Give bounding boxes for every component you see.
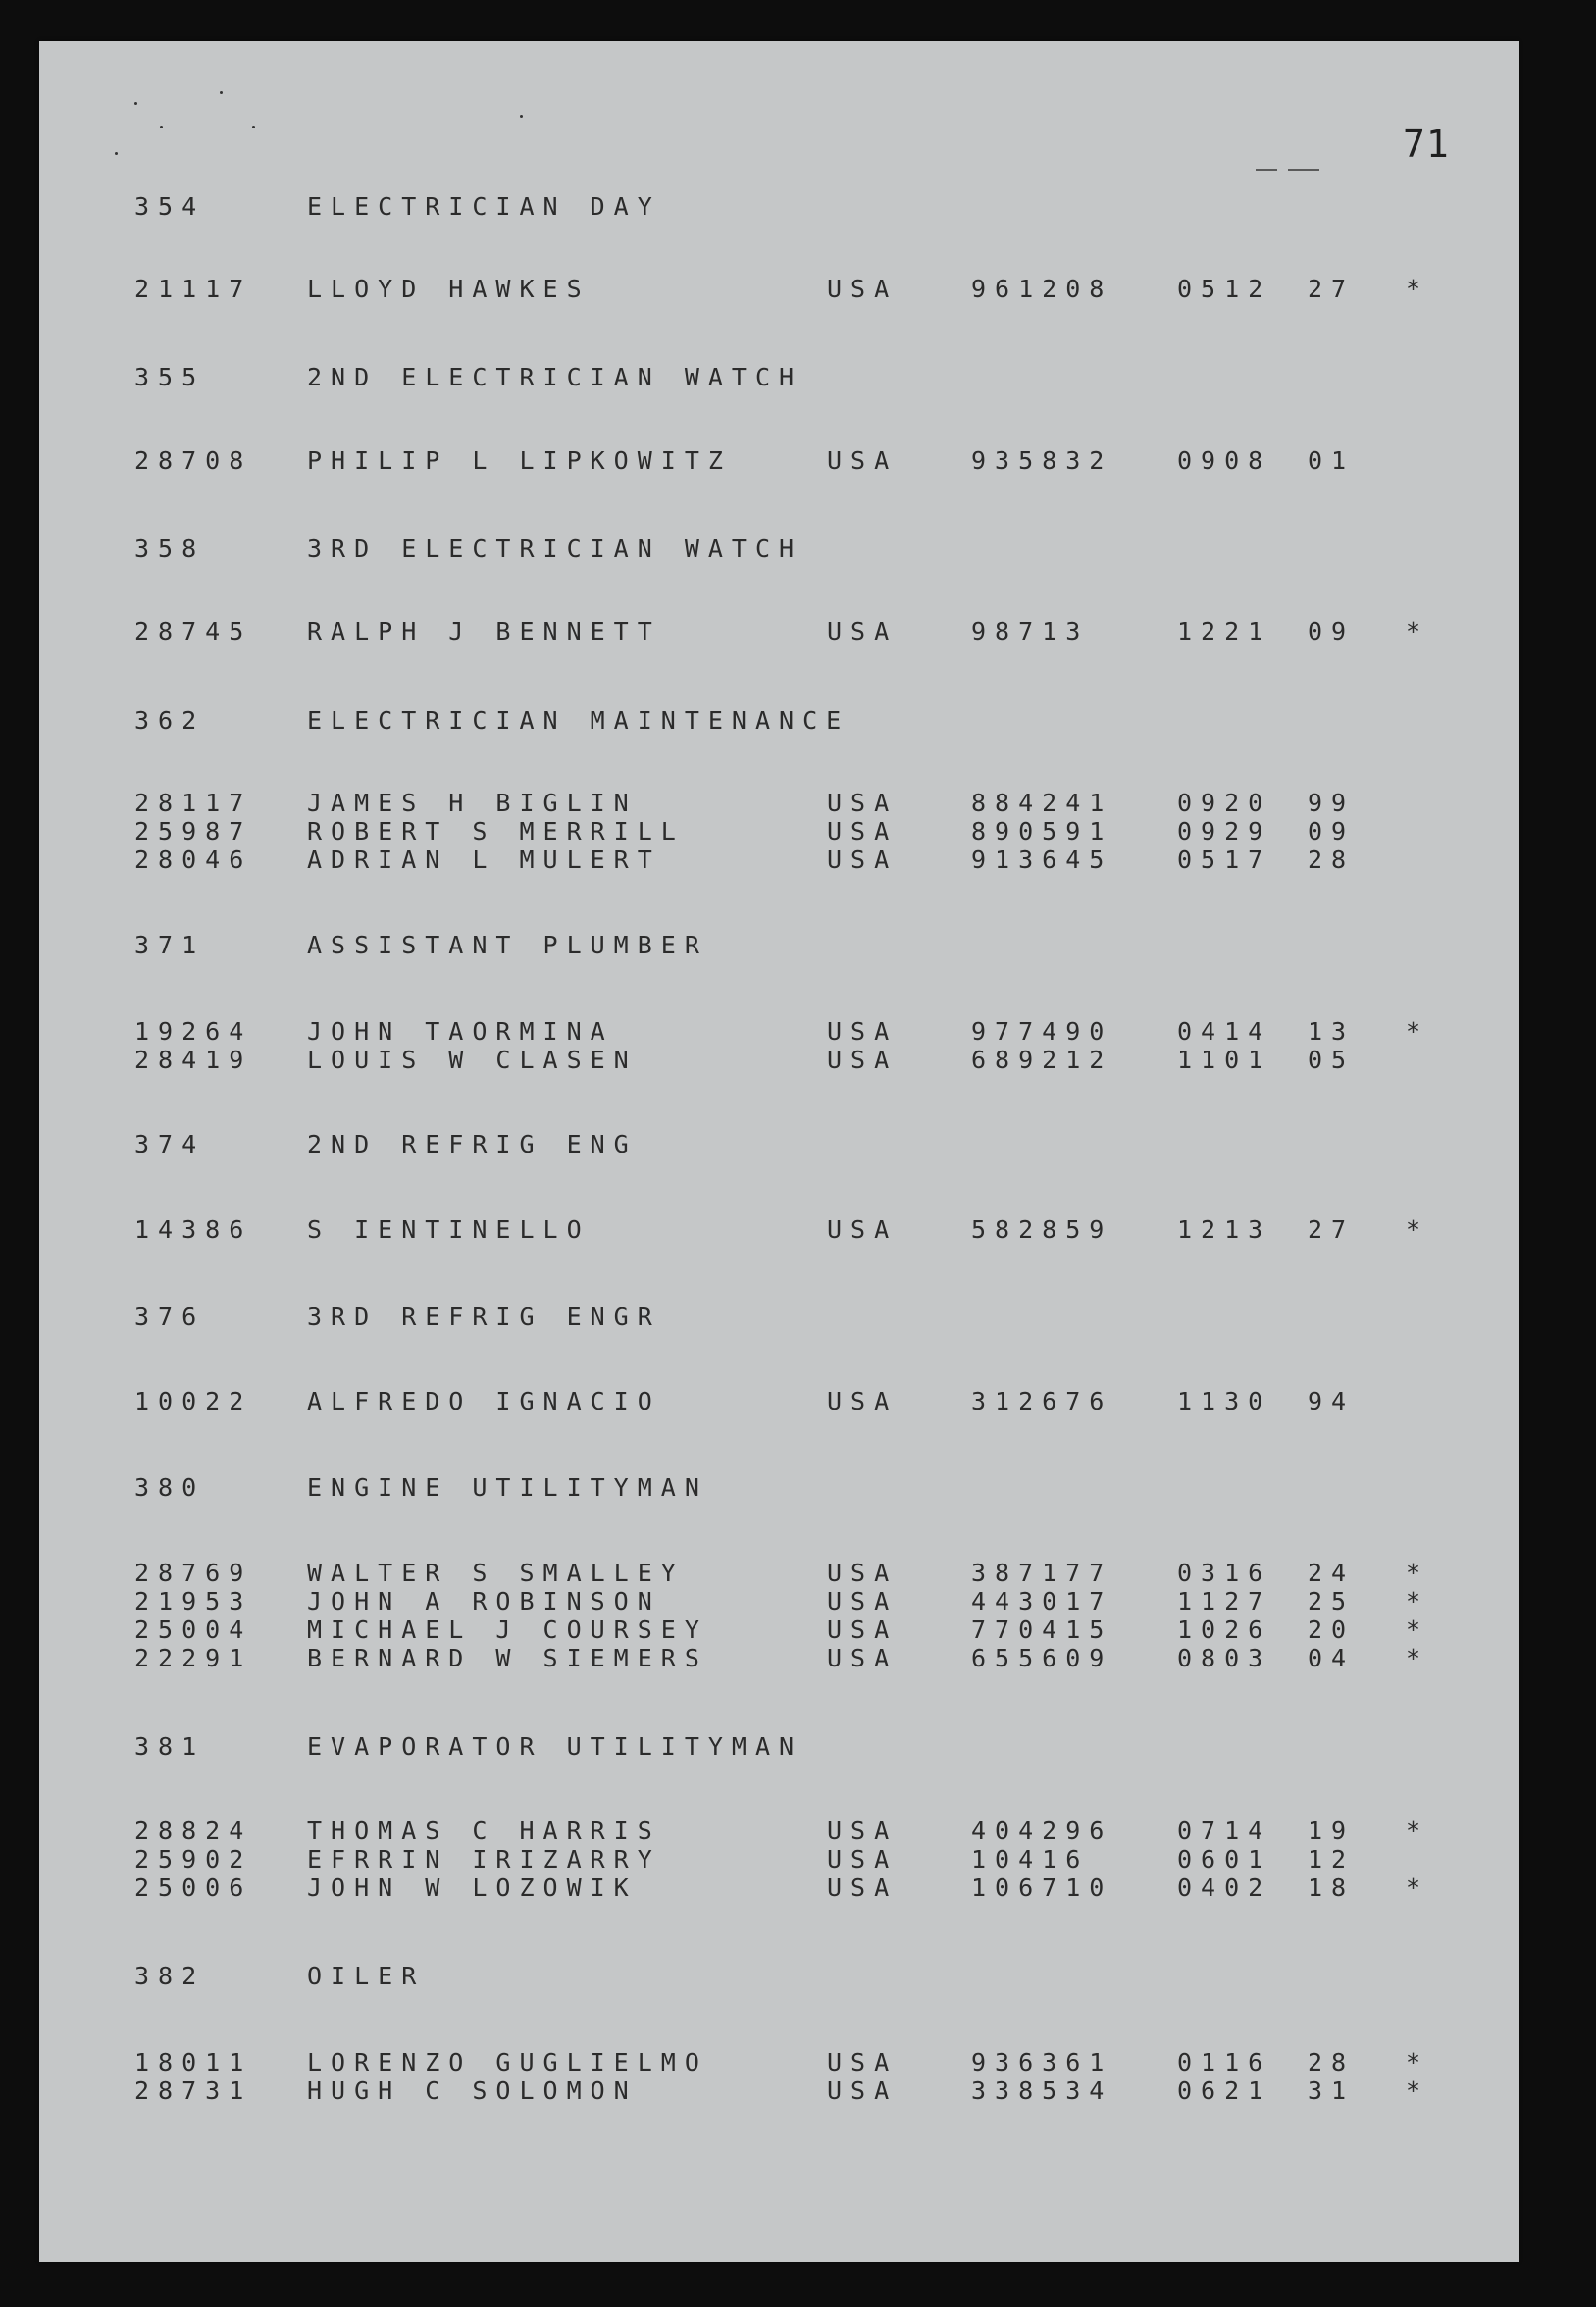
crew-number: 770415	[971, 1615, 1113, 1644]
crew-name: LOUIS W CLASEN	[307, 1046, 638, 1074]
asterisk-mark: *	[1406, 1017, 1421, 1046]
crew-row	[0, 1388, 1596, 1415]
crew-number: 913645	[971, 846, 1113, 874]
section-header	[0, 1474, 1596, 1502]
crew-name: JOHN W LOZOWIK	[307, 1873, 638, 1902]
crew-id: 28046	[134, 846, 253, 874]
page-number: 71	[1403, 123, 1450, 166]
crew-row	[0, 447, 1596, 475]
crew-id: 28769	[134, 1559, 253, 1587]
crew-name: PHILIP L LIPKOWITZ	[307, 446, 732, 475]
crew-date: 0714	[1177, 1817, 1272, 1845]
crew-nationality: USA	[827, 2076, 899, 2105]
crew-name: S IENTINELLO	[307, 1215, 591, 1244]
crew-name: THOMAS C HARRIS	[307, 1817, 661, 1845]
crew-name: LORENZO GUGLIELMO	[307, 2048, 708, 2076]
crew-number: 338534	[971, 2076, 1113, 2105]
crew-row	[0, 790, 1596, 817]
crew-nationality: USA	[827, 1845, 899, 1873]
crew-name: JOHN A ROBINSON	[307, 1587, 661, 1615]
section-code: 354	[134, 192, 206, 221]
crew-number: 10416	[971, 1845, 1090, 1873]
section-code: 381	[134, 1732, 206, 1761]
crew-nationality: USA	[827, 275, 899, 303]
crew-code: 27	[1308, 275, 1356, 303]
section-title: ASSISTANT PLUMBER	[307, 931, 708, 959]
section-title: OILER	[307, 1962, 426, 1990]
crew-nationality: USA	[827, 446, 899, 475]
asterisk-mark: *	[1406, 1215, 1421, 1244]
asterisk-mark: *	[1406, 2048, 1421, 2076]
crew-id: 22291	[134, 1644, 253, 1672]
crew-nationality: USA	[827, 1873, 899, 1902]
crew-code: 94	[1308, 1387, 1356, 1415]
crew-code: 31	[1308, 2076, 1356, 2105]
crew-row	[0, 1874, 1596, 1902]
section-header	[0, 1131, 1596, 1158]
crew-nationality: USA	[827, 1615, 899, 1644]
crew-date: 0929	[1177, 817, 1272, 846]
section-title: 3RD ELECTRICIAN WATCH	[307, 535, 803, 563]
crew-id: 18011	[134, 2048, 253, 2076]
stray-mark	[1256, 169, 1277, 171]
crew-row	[0, 1645, 1596, 1672]
crew-number: 936361	[971, 2048, 1113, 2076]
section-header	[0, 536, 1596, 563]
crew-row	[0, 618, 1596, 645]
crew-number: 582859	[971, 1215, 1113, 1244]
section-title: 2ND ELECTRICIAN WATCH	[307, 363, 803, 391]
section-title: ENGINE UTILITYMAN	[307, 1473, 708, 1502]
section-code: 374	[134, 1130, 206, 1158]
crew-nationality: USA	[827, 1817, 899, 1845]
section-header	[0, 932, 1596, 959]
crew-number: 689212	[971, 1046, 1113, 1074]
crew-code: 18	[1308, 1873, 1356, 1902]
crew-code: 99	[1308, 789, 1356, 817]
section-code: 362	[134, 706, 206, 735]
section-code: 382	[134, 1962, 206, 1990]
crew-code: 25	[1308, 1587, 1356, 1615]
crew-id: 25004	[134, 1615, 253, 1644]
crew-date: 0920	[1177, 789, 1272, 817]
stray-mark	[1288, 169, 1319, 171]
crew-row	[0, 1018, 1596, 1046]
asterisk-mark: *	[1406, 275, 1421, 303]
crew-nationality: USA	[827, 817, 899, 846]
crew-id: 21117	[134, 275, 253, 303]
section-title: 3RD REFRIG ENGR	[307, 1303, 661, 1331]
section-header	[0, 1304, 1596, 1331]
crew-row	[0, 1560, 1596, 1587]
section-header	[0, 364, 1596, 391]
crew-name: WALTER S SMALLEY	[307, 1559, 685, 1587]
crew-number: 890591	[971, 817, 1113, 846]
crew-row	[0, 2049, 1596, 2076]
crew-number: 312676	[971, 1387, 1113, 1415]
crew-row	[0, 276, 1596, 303]
asterisk-mark: *	[1406, 1817, 1421, 1845]
section-header	[0, 1963, 1596, 1990]
section-code: 376	[134, 1303, 206, 1331]
asterisk-mark: *	[1406, 1559, 1421, 1587]
crew-name: LLOYD HAWKES	[307, 275, 591, 303]
asterisk-mark: *	[1406, 1873, 1421, 1902]
crew-code: 01	[1308, 446, 1356, 475]
crew-nationality: USA	[827, 789, 899, 817]
crew-nationality: USA	[827, 1387, 899, 1415]
crew-nationality: USA	[827, 1046, 899, 1074]
crew-date: 0908	[1177, 446, 1272, 475]
section-header	[0, 707, 1596, 735]
crew-name: HUGH C SOLOMON	[307, 2076, 638, 2105]
section-title: ELECTRICIAN DAY	[307, 192, 661, 221]
section-code: 355	[134, 363, 206, 391]
crew-code: 24	[1308, 1559, 1356, 1587]
asterisk-mark: *	[1406, 617, 1421, 645]
crew-number: 106710	[971, 1873, 1113, 1902]
crew-id: 10022	[134, 1387, 253, 1415]
crew-row	[0, 1216, 1596, 1244]
asterisk-mark: *	[1406, 1644, 1421, 1672]
crew-id: 28824	[134, 1817, 253, 1845]
crew-date: 1101	[1177, 1046, 1272, 1074]
crew-date: 1127	[1177, 1587, 1272, 1615]
crew-date: 0621	[1177, 2076, 1272, 2105]
crew-number: 961208	[971, 275, 1113, 303]
crew-nationality: USA	[827, 617, 899, 645]
section-header	[0, 1733, 1596, 1761]
crew-number: 98713	[971, 617, 1090, 645]
section-code: 380	[134, 1473, 206, 1502]
section-code: 371	[134, 931, 206, 959]
crew-number: 977490	[971, 1017, 1113, 1046]
crew-nationality: USA	[827, 1644, 899, 1672]
crew-number: 935832	[971, 446, 1113, 475]
crew-row	[0, 818, 1596, 846]
crew-nationality: USA	[827, 2048, 899, 2076]
crew-code: 13	[1308, 1017, 1356, 1046]
crew-id: 28745	[134, 617, 253, 645]
crew-date: 0402	[1177, 1873, 1272, 1902]
section-title: EVAPORATOR UTILITYMAN	[307, 1732, 803, 1761]
crew-number: 655609	[971, 1644, 1113, 1672]
crew-code: 09	[1308, 617, 1356, 645]
asterisk-mark: *	[1406, 1587, 1421, 1615]
crew-nationality: USA	[827, 846, 899, 874]
crew-code: 09	[1308, 817, 1356, 846]
crew-nationality: USA	[827, 1587, 899, 1615]
crew-code: 28	[1308, 2048, 1356, 2076]
crew-id: 28708	[134, 446, 253, 475]
crew-row	[0, 1846, 1596, 1873]
crew-nationality: USA	[827, 1017, 899, 1046]
crew-code: 19	[1308, 1817, 1356, 1845]
crew-nationality: USA	[827, 1215, 899, 1244]
crew-number: 387177	[971, 1559, 1113, 1587]
crew-name: JOHN TAORMINA	[307, 1017, 614, 1046]
crew-name: EFRRIN IRIZARRY	[307, 1845, 661, 1873]
crew-name: RALPH J BENNETT	[307, 617, 661, 645]
crew-date: 0517	[1177, 846, 1272, 874]
crew-nationality: USA	[827, 1559, 899, 1587]
crew-name: JAMES H BIGLIN	[307, 789, 638, 817]
crew-date: 0116	[1177, 2048, 1272, 2076]
crew-date: 0316	[1177, 1559, 1272, 1587]
crew-name: BERNARD W SIEMERS	[307, 1644, 708, 1672]
section-title: ELECTRICIAN MAINTENANCE	[307, 706, 850, 735]
crew-name: MICHAEL J COURSEY	[307, 1615, 708, 1644]
crew-date: 1026	[1177, 1615, 1272, 1644]
crew-row	[0, 1616, 1596, 1644]
section-code: 358	[134, 535, 206, 563]
crew-id: 25902	[134, 1845, 253, 1873]
crew-code: 12	[1308, 1845, 1356, 1873]
crew-date: 0512	[1177, 275, 1272, 303]
crew-name: ALFREDO IGNACIO	[307, 1387, 661, 1415]
crew-number: 884241	[971, 789, 1113, 817]
crew-id: 21953	[134, 1587, 253, 1615]
crew-row	[0, 1588, 1596, 1615]
crew-row	[0, 2077, 1596, 2105]
crew-number: 443017	[971, 1587, 1113, 1615]
crew-number: 404296	[971, 1817, 1113, 1845]
crew-code: 20	[1308, 1615, 1356, 1644]
crew-row	[0, 846, 1596, 874]
asterisk-mark: *	[1406, 2076, 1421, 2105]
section-title: 2ND REFRIG ENG	[307, 1130, 638, 1158]
crew-id: 19264	[134, 1017, 253, 1046]
section-header	[0, 193, 1596, 221]
crew-id: 28117	[134, 789, 253, 817]
crew-id: 28731	[134, 2076, 253, 2105]
crew-date: 0414	[1177, 1017, 1272, 1046]
crew-id: 28419	[134, 1046, 253, 1074]
crew-date: 1213	[1177, 1215, 1272, 1244]
crew-date: 1221	[1177, 617, 1272, 645]
crew-id: 14386	[134, 1215, 253, 1244]
crew-date: 0803	[1177, 1644, 1272, 1672]
crew-date: 1130	[1177, 1387, 1272, 1415]
crew-code: 27	[1308, 1215, 1356, 1244]
crew-row	[0, 1047, 1596, 1074]
crew-code: 28	[1308, 846, 1356, 874]
asterisk-mark: *	[1406, 1615, 1421, 1644]
crew-row	[0, 1818, 1596, 1845]
crew-date: 0601	[1177, 1845, 1272, 1873]
crew-name: ROBERT S MERRILL	[307, 817, 685, 846]
crew-code: 05	[1308, 1046, 1356, 1074]
crew-code: 04	[1308, 1644, 1356, 1672]
crew-id: 25987	[134, 817, 253, 846]
crew-id: 25006	[134, 1873, 253, 1902]
crew-name: ADRIAN L MULERT	[307, 846, 661, 874]
